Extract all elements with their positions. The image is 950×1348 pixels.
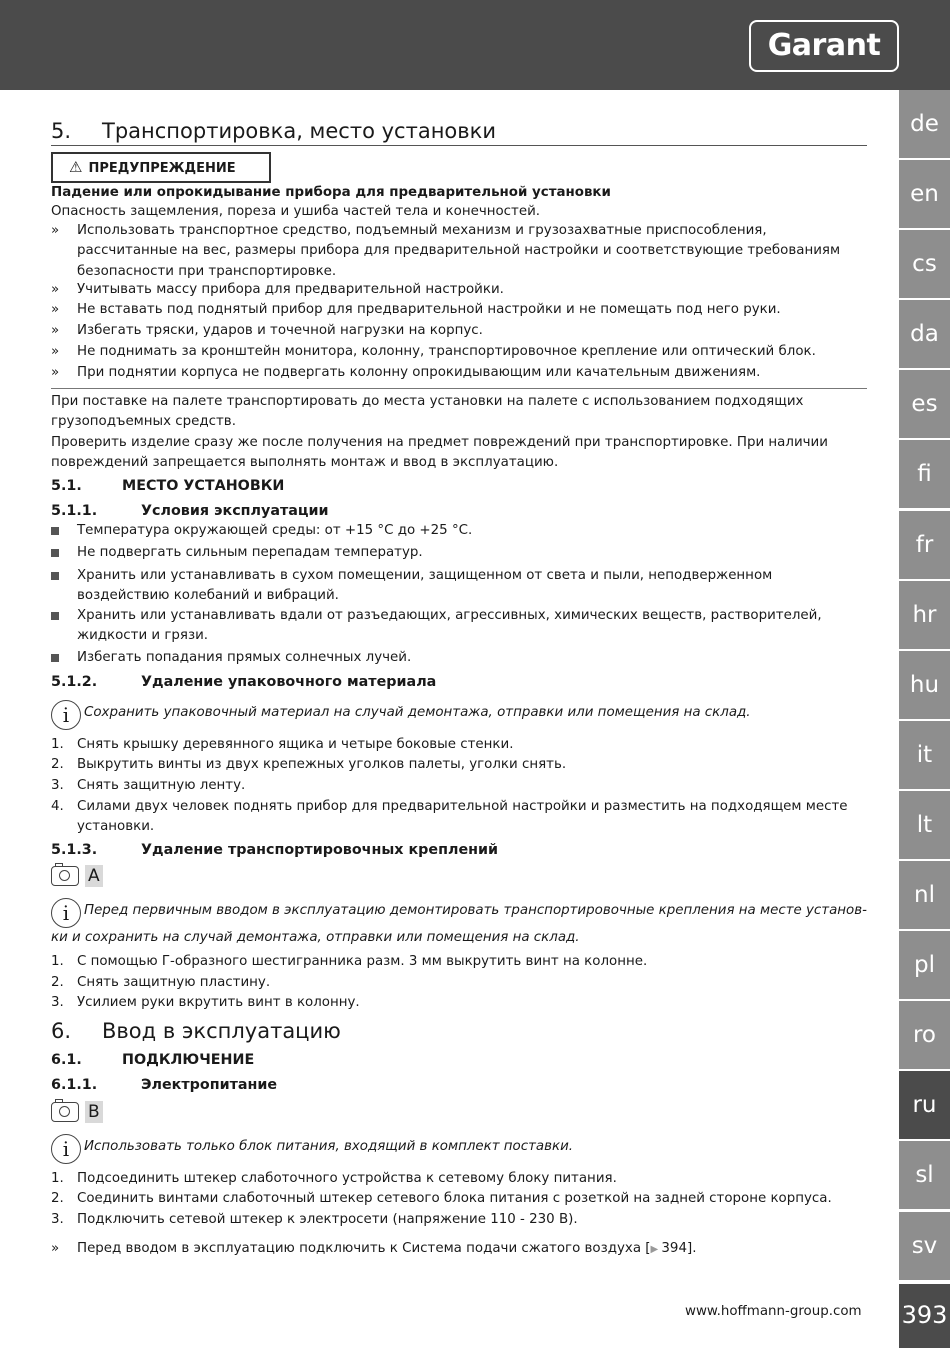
warning-label-box: ⚠ ПРЕДУПРЕЖДЕНИЕ (51, 152, 271, 183)
warning-divider (51, 388, 867, 389)
list-item: Температура окружающей среды: от +15 °C до +25 °C. (51, 521, 867, 541)
list-item: 2. Выкрутить винты из двух крепежных уголков палеты, уголки снять. (51, 757, 567, 772)
list-item: » Перед вводом в эксплуатацию подключить к Система подачи сжатого воздуха [▶ 394]. (51, 1241, 697, 1256)
info-icon: i (51, 1134, 81, 1164)
language-tab-pl[interactable]: pl (899, 931, 950, 999)
page-number: 393 (899, 1284, 950, 1348)
heading-rule (51, 145, 867, 146)
language-tab-es[interactable]: es (899, 370, 950, 438)
list-item: 4. Силами двух человек поднять прибор для предварительной настройки и разместить на подходящем месте установки. (51, 799, 848, 835)
subsection-heading: 5.1. МЕСТО УСТАНОВКИ (51, 478, 285, 494)
list-item: 2. Снять защитную пластину. (51, 975, 271, 990)
list-item: » Использовать транспортное средство, подъемный механизм и грузозахватные приспособления, рассчитанные на вес, размеры прибора для предварительной настройки и соответствующие требованиям безопасности при транспортировке. (51, 223, 841, 279)
list-item: Хранить или устанавливать в сухом помещении, защищенном от света и пыли, неподверженном воздействию колебаний и вибраций. (51, 566, 867, 607)
subsection-heading: 6.1.1. Электропитание (51, 1077, 278, 1093)
section-heading: 5. Транспортировка, место установки (51, 119, 496, 143)
info-note: i Перед первичным вводом в эксплуатацию демонтировать транспортировочные крепления на месте установки и сохранить на случай демонтажа, отправки или помещения на склад. (51, 898, 867, 948)
language-tab-fi[interactable]: fi (899, 440, 950, 508)
list-item: » Избегать тряски, ударов и точечной нагрузки на корпус. (51, 323, 483, 338)
garant-logo: Garant (749, 20, 899, 72)
camera-icon (51, 866, 79, 886)
list-item: » Не вставать под поднятый прибор для предварительной настройки и не помещать под него руки. (51, 302, 781, 317)
language-tab-da[interactable]: da (899, 300, 950, 368)
info-icon: i (51, 898, 81, 928)
language-tab-ru[interactable]: ru (899, 1071, 950, 1139)
list-item: » Учитывать массу прибора для предварительной настройки. (51, 282, 504, 297)
warning-text: Опасность защемления, пореза и ушиба частей тела и конечностей. (51, 204, 541, 219)
list-item: » Не поднимать за кронштейн монитора, колонну, транспортировочное крепление или оптический блок. (51, 344, 816, 359)
list-item: Избегать попадания прямых солнечных лучей. (51, 648, 867, 668)
language-tab-hr[interactable]: hr (899, 581, 950, 649)
subsection-heading: 6.1. ПОДКЛЮЧЕНИЕ (51, 1052, 255, 1068)
language-tab-fr[interactable]: fr (899, 511, 950, 579)
paragraph: При поставке на палете транспортировать до места установки на палете с использованием подходящих грузоподъемных средств. (51, 394, 804, 430)
subsection-heading: 5.1.1. Условия эксплуатации (51, 503, 329, 519)
list-item: 3. Усилием руки вкрутить винт в колонну. (51, 995, 360, 1010)
camera-icon (51, 1102, 79, 1122)
language-tab-sl[interactable]: sl (899, 1141, 950, 1209)
language-tab-ro[interactable]: ro (899, 1001, 950, 1069)
figure-reference: A (51, 865, 103, 887)
warning-heading: Падение или опрокидывание прибора для предварительной установки (51, 185, 611, 200)
list-item: 3. Подключить сетевой штекер к электросети (напряжение 110 - 230 В). (51, 1212, 578, 1227)
info-icon: i (51, 700, 81, 730)
list-item: 1. С помощью Г-образного шестигранника разм. 3 мм выкрутить винт на колонне. (51, 954, 648, 969)
info-note: i Использовать только блок питания, входящий в комплект поставки. (51, 1134, 573, 1164)
section-heading: 6. Ввод в эксплуатацию (51, 1019, 341, 1043)
language-tab-sv[interactable]: sv (899, 1212, 950, 1280)
language-tab-it[interactable]: it (899, 721, 950, 789)
list-item: 1. Снять крышку деревянного ящика и четыре боковые стенки. (51, 737, 514, 752)
list-item: Хранить или устанавливать вдали от разъедающих, агрессивных, химических веществ, растворителей, жидкости и грязи. (51, 606, 867, 647)
list-item: 3. Снять защитную ленту. (51, 778, 246, 793)
footer-url[interactable]: www.hoffmann-group.com (685, 1304, 862, 1319)
header-bar (0, 0, 950, 90)
list-item: » При поднятии корпуса не подвергать колонну опрокидывающим или качательным движениям. (51, 365, 761, 380)
language-tab-en[interactable]: en (899, 160, 950, 228)
reference-arrow-icon: ▶ (650, 1244, 662, 1255)
subsection-heading: 5.1.2. Удаление упаковочного материала (51, 674, 437, 690)
warning-triangle-icon: ⚠ (69, 158, 83, 176)
language-sidebar (899, 90, 950, 1282)
language-tab-nl[interactable]: nl (899, 861, 950, 929)
language-tab-hu[interactable]: hu (899, 651, 950, 719)
page-reference-link[interactable]: 394 (661, 1241, 687, 1256)
list-item: 2. Соединить винтами слаботочный штекер сетевого блока питания с розеткой на задней стороне корпуса. (51, 1191, 832, 1206)
subsection-heading: 5.1.3. Удаление транспортировочных креплений (51, 842, 499, 858)
figure-reference: B (51, 1101, 103, 1123)
list-item: 1. Подсоединить штекер слаботочного устройства к сетевому блоку питания. (51, 1171, 617, 1186)
list-item: Не подвергать сильным перепадам температур. (51, 543, 867, 563)
language-tab-lt[interactable]: lt (899, 791, 950, 859)
language-tab-de[interactable]: de (899, 90, 950, 158)
info-note: i Сохранить упаковочный материал на случай демонтажа, отправки или помещения на склад. (51, 700, 751, 730)
paragraph: Проверить изделие сразу же после получения на предмет повреждений при транспортировке. При наличии повреждений запрещается выполнять монтаж и ввод в эксплуатацию. (51, 435, 828, 471)
language-tab-cs[interactable]: cs (899, 230, 950, 298)
